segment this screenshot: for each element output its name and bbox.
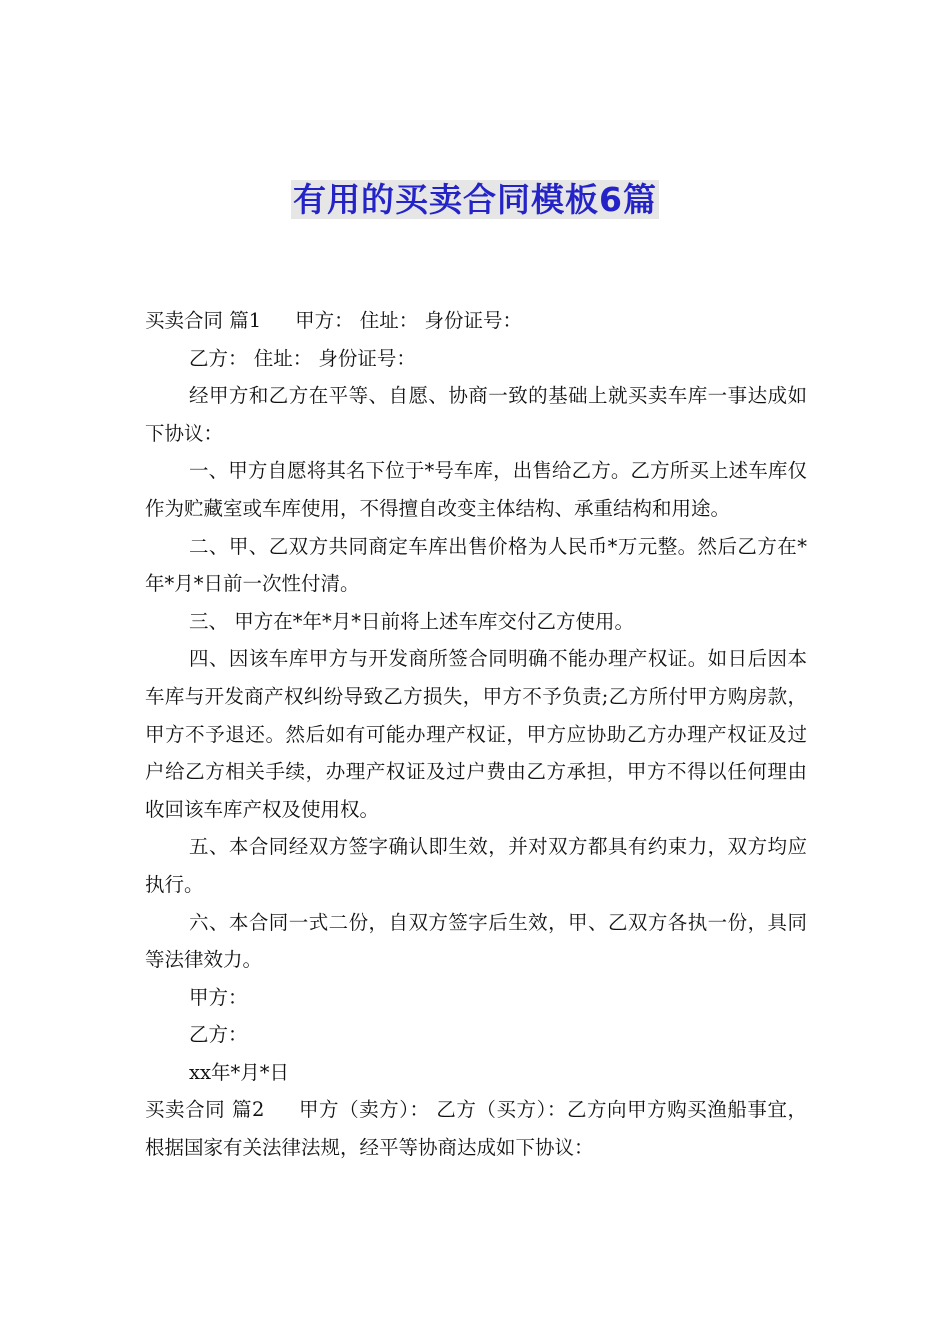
contract1-heading-line — [145, 302, 807, 340]
title-text: 有用的买卖合同模板6篇 — [293, 180, 657, 219]
document-title — [0, 178, 950, 222]
party-b-line: 乙方： 住址： 身份证号： — [189, 346, 416, 370]
contract2-text: 甲方（卖方）： 乙方（买方）：乙方向甲方购买渔船事宜，根据国家有关法律法规，经平等协商达成如下协议： — [145, 1098, 808, 1160]
clause-1: 一、甲方自愿将其名下位于*号车库，出售给乙方。乙方所买上述车库仅作为贮藏室或车库使用，不得擅自改变主体结构、承重结构和用途。 — [145, 459, 807, 520]
contract2-heading: 买卖合同 篇2 — [145, 1098, 265, 1122]
party-a-line: 甲方： 住址： 身份证号： — [295, 309, 523, 332]
clause-6: 六、本合同一式二份，自双方签字后生效，甲、乙双方各执一份，具同等法律效力。 — [145, 910, 807, 972]
signature-party-b: 乙方： — [189, 1023, 248, 1047]
clause-5: 五、本合同经双方签字确认即生效，并对双方都具有约束力，双方均应执行。 — [145, 835, 807, 896]
contract2-heading-line — [145, 1091, 807, 1166]
clause-4: 四、因该车库甲方与开发商所签合同明确不能办理产权证。如日后因本车库与开发商产权纠纷导致乙方损失，甲方不予负责;乙方所付甲方购房款，甲方不予退还。然后如有可能办理产权证，甲方应协助乙方办理产权证及过户给乙方相关手续，办理产权证及过户费由乙方承担，甲方不得以任何理由收回该车库产权及使用权。 — [145, 647, 807, 821]
clause-3: 三、 甲方在*年*月*日前将上述车库交付乙方使用。 — [189, 609, 634, 633]
signature-date: xx年*月*日 — [189, 1060, 289, 1084]
contract1-heading: 买卖合同 篇1 — [145, 309, 262, 332]
clause-2: 二、甲、乙双方共同商定车库出售价格为人民币*万元整。然后乙方在*年*月*日前一次性付清。 — [145, 534, 807, 596]
signature-party-a: 甲方： — [189, 985, 248, 1009]
contract1-intro: 经甲方和乙方在平等、自愿、协商一致的基础上就买卖车库一事达成如下协议： — [145, 384, 807, 445]
document-body — [145, 302, 807, 1167]
